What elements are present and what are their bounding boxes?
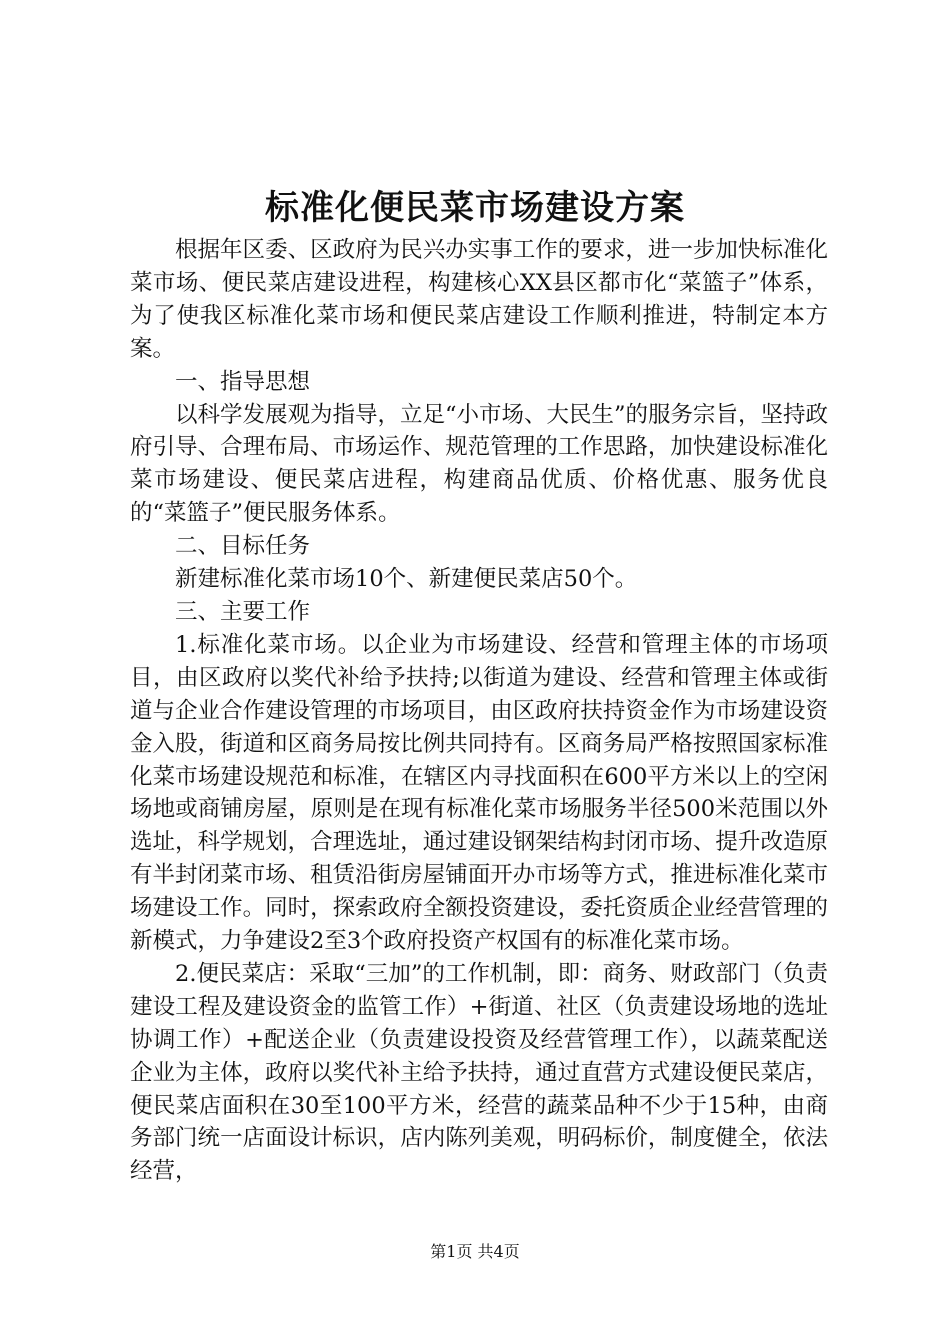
- section-heading-main-work: 三、主要工作: [175, 598, 311, 625]
- paragraph-guiding-thought: 以科学发展观为指导，立足“小市场、大民生”的服务宗旨，坚持政府引导、合理布局、市场运作、规范管理的工作思路，加快建设标准化菜市场建设、便民菜店进程，构建商品优质、价格优惠、服务优良的“菜篮子”便民服务体系。: [130, 401, 829, 527]
- paragraph-standard-market: 1.标准化菜市场。以企业为市场建设、经营和管理主体的市场项目，由区政府以奖代补给予扶持;以街道为建设、经营和管理主体或街道与企业合作建设管理的市场项目，由区政府扶持资金作为市场建设资金入股，街道和区商务局按比例共同持有。区商务局严格按照国家标准化菜市场建设规范和标准，在辖区内寻找面积在600平方米以上的空闲场地或商铺房屋，原则是在现有标准化菜市场服务半径500米范围以外选址，科学规划，合理选址，通过建设钢架结构封闭市场、提升改造原有半封闭菜市场、租赁沿街房屋铺面开办市场等方式，推进标准化菜市场建设工作。同时，探索政府全额投资建设，委托资质企业经营管理的新模式，力争建设2至3个政府投资产权国有的标准化菜市场。: [130, 631, 828, 955]
- page-footer: 第1页 共4页: [430, 1242, 520, 1261]
- paragraph-intro: 根据年区委、区政府为民兴办实事工作的要求，进一步加快标准化菜市场、便民菜店建设进程，构建核心XX县区都市化“菜篮子”体系，为了使我区标准化菜市场和便民菜店建设工作顺利推进，特制定本方案。: [130, 237, 828, 362]
- section-heading-goals: 二、目标任务: [175, 533, 311, 560]
- paragraph-goals: 新建标准化菜市场10个、新建便民菜店50个。: [175, 566, 638, 593]
- paragraph-convenience-store: 2.便民菜店：采取“三加”的工作机制，即：商务、财政部门（负责建设工程及建设资金的监管工作）+街道、社区（负责建设场地的选址协调工作）+配送企业（负责建设投资及经营管理工作），以蔬菜配送企业为主体，政府以奖代补主给予扶持，通过直营方式建设便民菜店，便民菜店面积在30至100平方米，经营的蔬菜品种不少于15种，由商务部门统一店面设计标识，店内陈列美观，明码标价，制度健全，依法经营，: [130, 960, 828, 1185]
- document-body: [130, 234, 828, 1188]
- section-heading-guiding-thought: 一、指导思想: [175, 368, 311, 395]
- document-title: 标准化便民菜市场建设方案: [265, 188, 685, 228]
